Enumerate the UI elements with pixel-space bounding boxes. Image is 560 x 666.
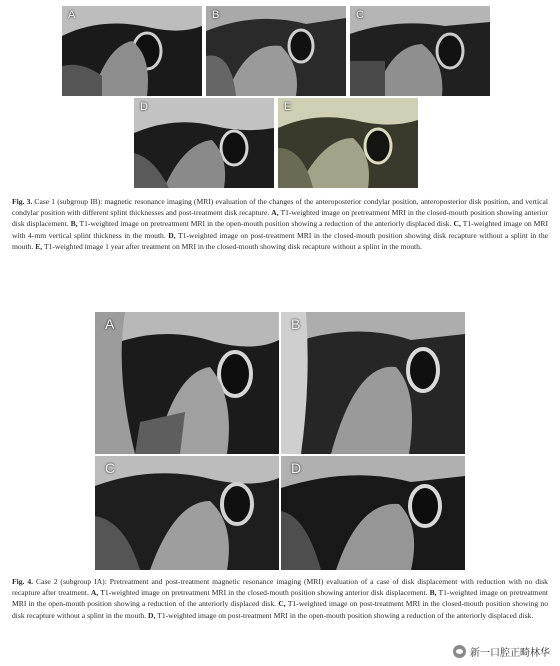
- part-text: T1-weighted image on pretreatment MRI in the closed-mouth position showing anterior disk displacement.: [100, 588, 428, 598]
- fig4-panel-b: [281, 312, 465, 454]
- mri-image: [281, 312, 465, 454]
- fig4-panel-c: [95, 456, 279, 570]
- fig4-caption: [12, 576, 548, 621]
- panel-label: C: [105, 460, 116, 476]
- mri-image: [95, 312, 279, 454]
- watermark-text: 新一口腔正畸林华: [470, 648, 550, 659]
- fig3-panel-e: [278, 98, 418, 188]
- panel-label: B: [212, 9, 220, 21]
- mri-image: [206, 6, 346, 96]
- fig4-title: Fig. 4.: [12, 577, 34, 586]
- part-label: E,: [35, 241, 43, 251]
- mri-image: [278, 98, 418, 188]
- part-label: B,: [429, 588, 437, 598]
- panel-label: E: [284, 101, 292, 113]
- part-text: T1-weighted image on post-treatment MRI in the closed-mouth position showing disk recapture without a splint in the mouth.: [12, 230, 549, 251]
- fig4-panel-a: [95, 312, 279, 454]
- panel-label: B: [291, 316, 301, 332]
- part-text: T1-weighted image 1 year after treatment on MRI in the closed-mouth showing disk recapture without a splint in the mouth.: [43, 241, 422, 251]
- panel-label: D: [140, 101, 148, 113]
- fig3-lead: Case 1 (subgroup IB): magnetic resonance imaging (MRI) evaluation of the changes of the anteroposterior condylar position, anteroposterior disk position, and vertical condylar position with different splint thicknesses and post-treatment disk recapture.: [12, 197, 548, 218]
- part-text: T1-weighted image on post-treatment MRI in the open-mouth position showing a reduction of the anteriorly displaced disk.: [157, 610, 534, 620]
- panel-label: D: [291, 460, 302, 476]
- fig3-panel-d: [134, 98, 274, 188]
- part-text: T1-weighted image on MRI with 4-mm vertical splint thickness in the mouth.: [12, 219, 549, 240]
- fig3-panel-c: [350, 6, 490, 96]
- part-label: B,: [70, 219, 78, 229]
- fig4-panel-d: [281, 456, 465, 570]
- mri-image: [62, 6, 202, 96]
- part-label: C,: [278, 599, 286, 609]
- fig3-title: Fig. 3.: [12, 197, 33, 206]
- mri-image: [350, 6, 490, 96]
- wechat-icon: [453, 645, 466, 658]
- panel-label: C: [356, 9, 364, 21]
- mri-image: [95, 456, 279, 570]
- panel-label: A: [105, 316, 115, 332]
- fig3-panel-a: [62, 6, 202, 96]
- part-label: D,: [148, 610, 156, 620]
- fig4-lead: Case 2 (subgroup IA): Pretreatment and post-treatment magnetic resonance imaging (MRI) evaluation of a case of disk displacement with reduction with no disk recapture after treatment.: [12, 577, 548, 598]
- part-text: T1-weighted image on pretreatment MRI in the closed-mouth position showing anterior disk displacement.: [12, 208, 548, 229]
- fig3-panel-b: [206, 6, 346, 96]
- panel-label: A: [68, 9, 76, 21]
- part-text: T1-weighted image on pretreatment MRI in the open-mouth position showing a reduction of the anteriorly displaced disk.: [79, 219, 452, 229]
- part-text: T1-weighted image on post-treatment MRI in the closed-mouth position showing no disk recapture without a splint in the mouth.: [12, 599, 549, 620]
- part-label: A,: [90, 588, 99, 598]
- mri-image: [281, 456, 465, 570]
- part-label: C,: [453, 219, 461, 229]
- fig3-caption: [12, 196, 548, 252]
- part-text: T1-weighted image on pretreatment MRI in the open-mouth position showing a reduction of the anteriorly displaced disk.: [12, 588, 548, 609]
- watermark: [449, 643, 554, 660]
- part-label: D,: [168, 230, 176, 240]
- mri-image: [134, 98, 274, 188]
- part-label: A,: [271, 208, 279, 218]
